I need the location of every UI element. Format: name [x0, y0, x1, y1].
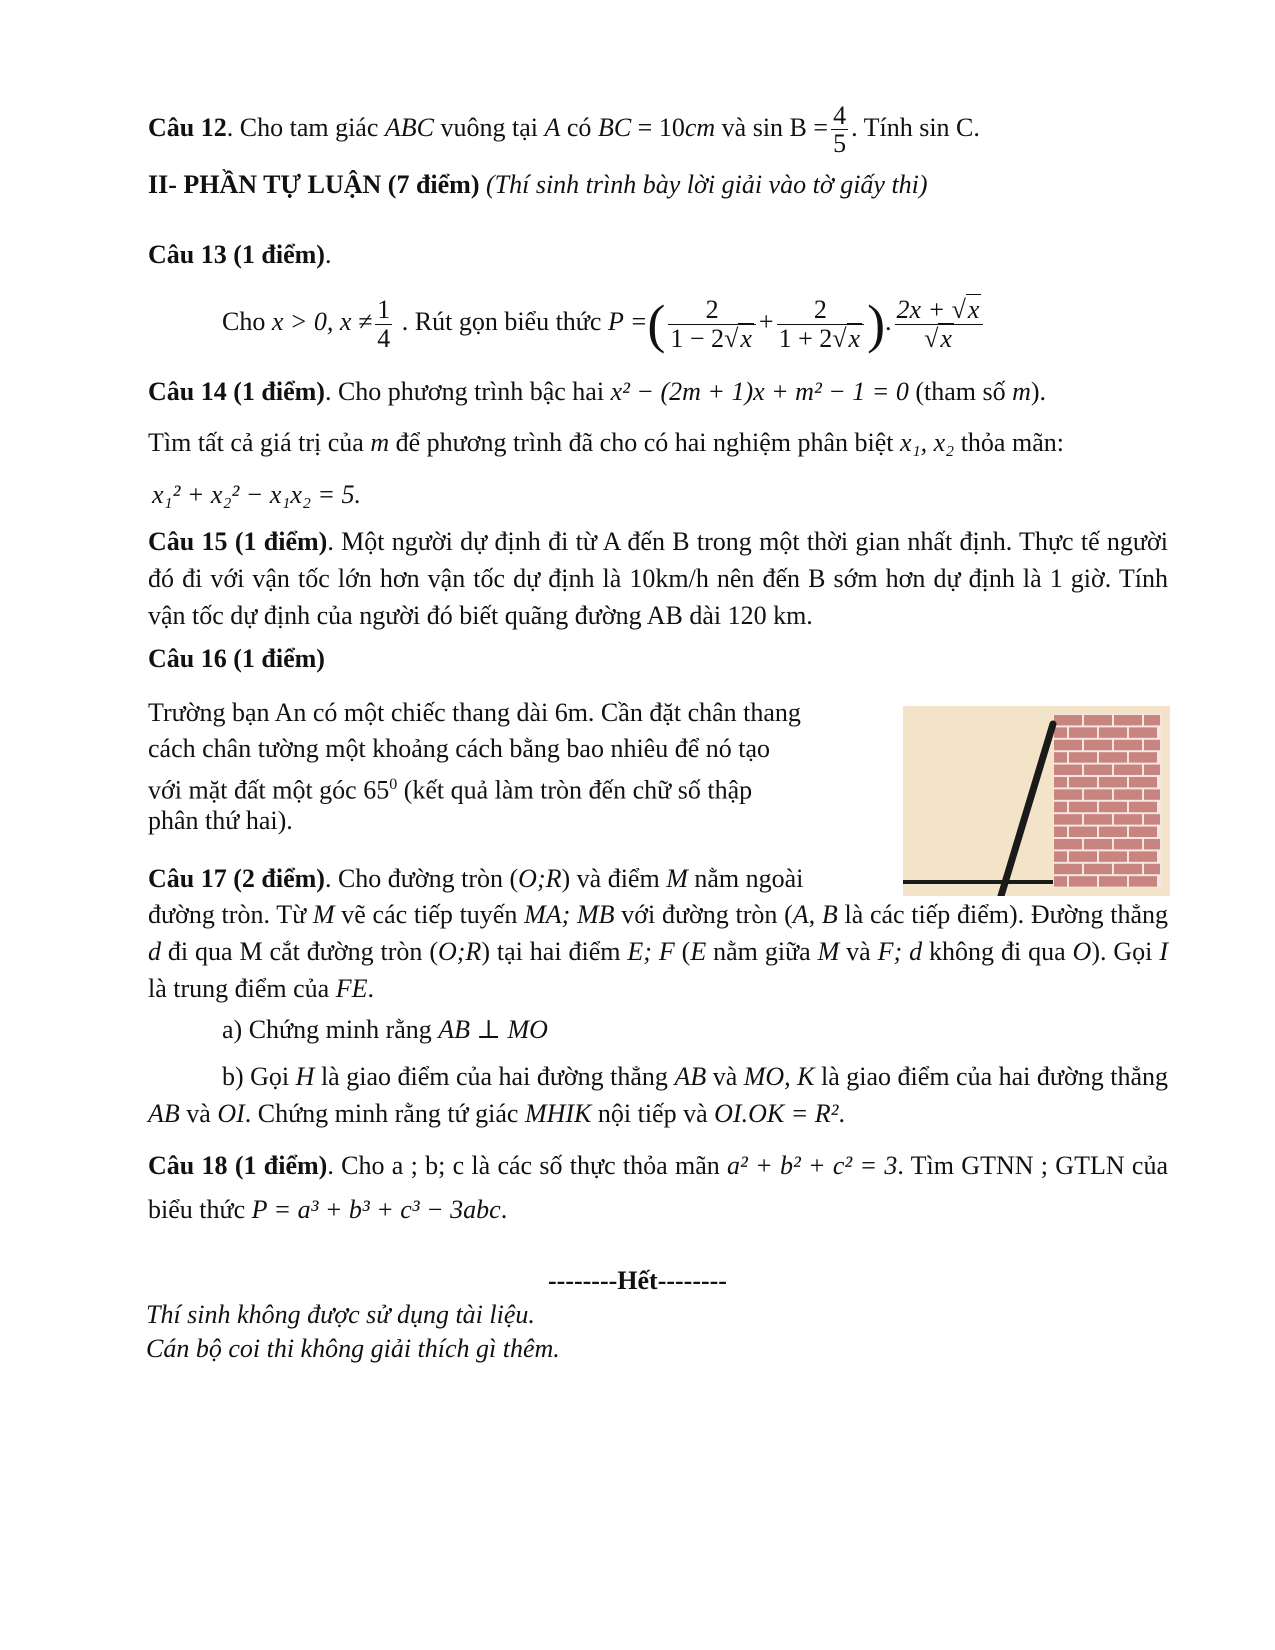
- brick: [1054, 876, 1067, 886]
- footer-note-2: Cán bộ coi thi không giải thích gì thêm.: [146, 1334, 560, 1363]
- q17-part-b: b) Gọi H là giao điểm của hai đường thẳng AB và MO, K là giao điểm của hai đường thẳng AB và OI. Chứng minh rằng tứ giác MHIK nội tiếp và OI.OK = R².: [148, 1062, 1168, 1128]
- q17-line1: Câu 17 (2 điểm). Cho đường tròn (O;R) và điểm M nằm ngoài: [148, 864, 804, 893]
- brick: [1129, 777, 1157, 787]
- brick: [1099, 827, 1127, 837]
- brick: [1114, 814, 1142, 824]
- brick: [1099, 777, 1127, 787]
- brick: [1114, 740, 1142, 750]
- brick: [1144, 864, 1160, 874]
- q16-heading: [148, 642, 325, 676]
- brick: [1054, 727, 1067, 737]
- brick: [1054, 789, 1082, 799]
- brick: [1054, 765, 1082, 775]
- brick: [1144, 789, 1160, 799]
- brick: [1054, 740, 1082, 750]
- brick-wall: [1053, 714, 1161, 888]
- brick: [1114, 715, 1142, 725]
- brick: [1084, 765, 1112, 775]
- brick: [1084, 839, 1112, 849]
- q14-label: Câu 14 (1 điểm): [148, 377, 325, 406]
- brick: [1129, 752, 1157, 762]
- brick: [1099, 802, 1127, 812]
- brick: [1099, 876, 1127, 886]
- brick: [1129, 827, 1157, 837]
- brick: [1084, 715, 1112, 725]
- q12-line: Câu 12. Cho tam giác ABC vuông tại A có BC = 10cm và sin B = $\frac{4}{5}$ . Tính sin C.: [148, 101, 980, 159]
- brick: [1144, 839, 1160, 849]
- brick: [1054, 814, 1082, 824]
- q15-paragraph: Câu 15 (1 điểm). Một người dự định đi từ A đến B trong một thời gian nhất định. Thực tế người đó đi với vận tốc lớn hơn vận tốc dự định là 10km/h nên đến B sớm hơn dự định là 1 giờ. Tính vận tốc dự định của người đó biết quãng đường AB dài 120 km.: [148, 527, 1168, 630]
- q17-paragraph: đường tròn. Từ M vẽ các tiếp tuyến MA; MB với đường tròn (A, B là các tiếp điểm). Đường thẳng d đi qua M cắt đường tròn (O;R) tại hai điểm E; F (E nằm giữa M và F; d không đi qua O). Gọi I là trung điểm của FE.: [148, 900, 1168, 1003]
- brick: [1054, 839, 1082, 849]
- brick: [1069, 827, 1097, 837]
- q16-label: Câu 16 (1 điểm): [148, 644, 325, 673]
- brick: [1054, 851, 1067, 861]
- brick: [1054, 827, 1067, 837]
- brick: [1084, 789, 1112, 799]
- brick: [1084, 740, 1112, 750]
- brick: [1144, 740, 1160, 750]
- q13-expression: Cho x > 0, x ≠ $\frac{1}{4}$ . Rút gọn biểu thức P =( $\frac{2}{1 - 2√x}$ + $\frac{2}{1 + 2√x}$ ). $\frac{2x + √x}{√x}$: [222, 292, 986, 352]
- q12-label: Câu 12: [148, 112, 227, 142]
- q14-line2: Tìm tất cả giá trị của m để phương trình đã cho có hai nghiệm phân biệt x₁, x₂ thỏa mãn:: [148, 428, 1064, 457]
- brick: [1054, 715, 1082, 725]
- q14-line1: Câu 14 (1 điểm). Cho phương trình bậc hai x² − (2m + 1)x + m² − 1 = 0 (tham số m).: [148, 377, 1047, 406]
- part2-heading: II- PHẦN TỰ LUẬN (7 điểm) (Thí sinh trình bày lời giải vào tờ giấy thi): [148, 170, 928, 199]
- q18-paragraph: Câu 18 (1 điểm). Cho a ; b; c là các số thực thỏa mãn a² + b² + c² = 3. Tìm GTNN ; GTLN của biểu thức P = a³ + b³ + c³ − 3abc.: [148, 1151, 1168, 1224]
- brick: [1144, 715, 1160, 725]
- q16-line1: Trường bạn An có một chiếc thang dài 6m. Cần đặt chân thang: [148, 698, 801, 727]
- brick: [1054, 864, 1082, 874]
- q17-label: Câu 17 (2 điểm): [148, 864, 325, 893]
- brick: [1114, 789, 1142, 799]
- brick: [1099, 752, 1127, 762]
- brick: [1069, 851, 1097, 861]
- footer-note-1: Thí sinh không được sử dụng tài liệu.: [146, 1300, 535, 1329]
- q17-part-a: a) Chứng minh rằng AB ⊥ MO: [222, 1015, 548, 1044]
- brick: [1069, 777, 1097, 787]
- q15-label: Câu 15 (1 điểm): [148, 527, 328, 556]
- brick: [1069, 876, 1097, 886]
- ladder-wall-illustration: [903, 706, 1170, 896]
- q13-label: Câu 13 (1 điểm): [148, 240, 325, 269]
- q18-label: Câu 18 (1 điểm): [148, 1151, 328, 1180]
- brick: [1054, 777, 1067, 787]
- brick: [1069, 802, 1097, 812]
- brick: [1129, 727, 1157, 737]
- brick: [1084, 814, 1112, 824]
- q13-heading: Câu 13 (1 điểm).: [148, 240, 332, 269]
- brick: [1129, 851, 1157, 861]
- q16-line2: cách chân tường một khoảng cách bằng bao nhiêu để nó tạo: [148, 734, 771, 763]
- brick: [1069, 727, 1097, 737]
- brick: [1114, 839, 1142, 849]
- brick: [1129, 802, 1157, 812]
- brick: [1114, 765, 1142, 775]
- brick: [1129, 876, 1157, 886]
- brick: [1114, 864, 1142, 874]
- brick: [1099, 851, 1127, 861]
- brick: [1054, 752, 1067, 762]
- q14-condition: x₁² + x₂² − x₁x₂ = 5.: [152, 480, 362, 509]
- brick: [1084, 864, 1112, 874]
- brick: [1144, 765, 1160, 775]
- brick: [1144, 814, 1160, 824]
- brick: [1054, 802, 1067, 812]
- q16-line4: phân thứ hai).: [148, 806, 293, 835]
- q12-fraction: $\frac{4}{5}$: [833, 101, 847, 159]
- brick: [1069, 752, 1097, 762]
- brick: [1099, 727, 1127, 737]
- end-mark: --------Hết--------: [548, 1266, 727, 1295]
- q16-line3: với mặt đất một góc $65^0$ (kết quả làm tròn đến chữ số thập: [148, 775, 753, 805]
